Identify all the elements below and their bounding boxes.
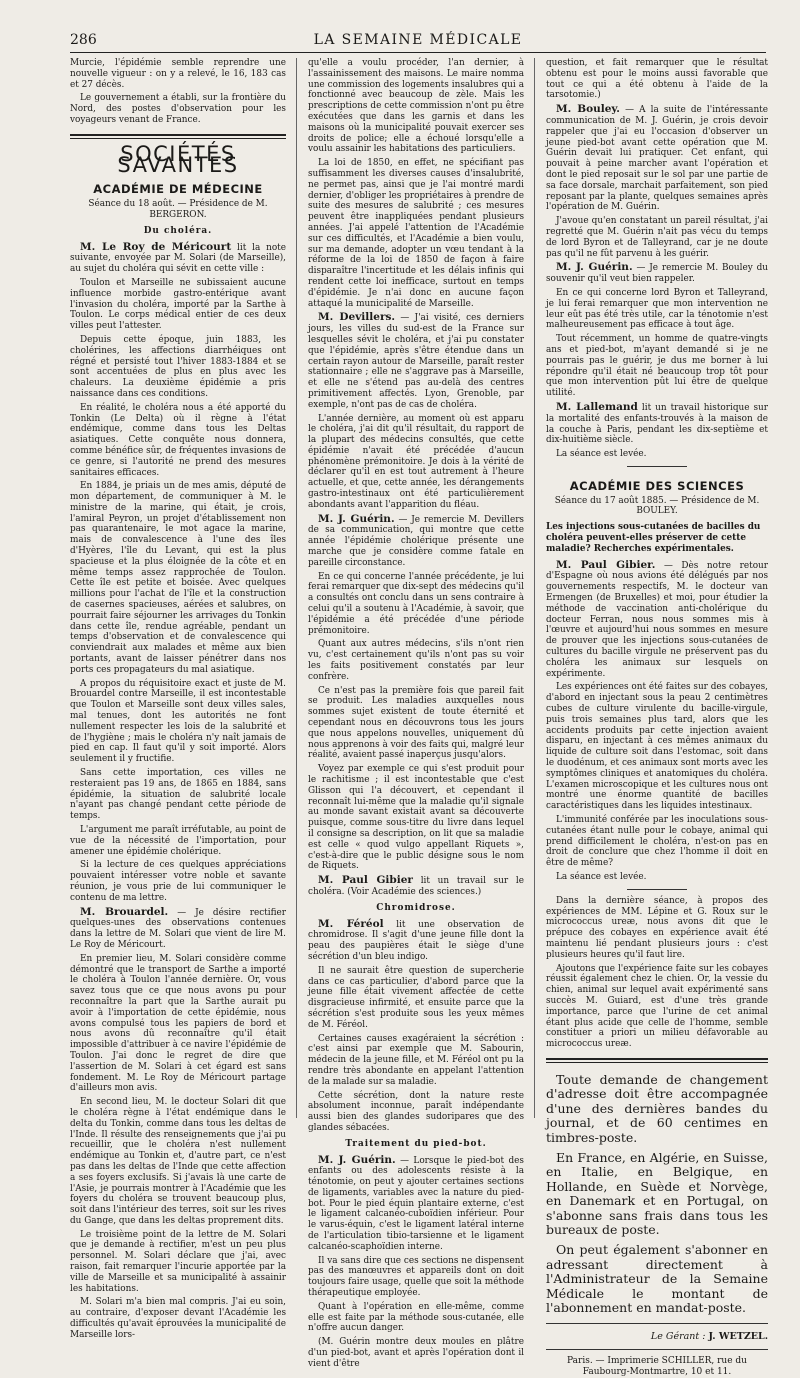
- paragraph: La séance est levée.: [556, 871, 647, 882]
- paragraph: Sans cette importation, ces villes ne resteraient pas 19 ans, de 1865 en 1884, sans épidémie, la situation de salubrité locale n'ayant pas changé pendant cette période de temps.: [70, 768, 286, 822]
- paragraph: question, et fait remarquer que le résultat obtenu est pour le moins aussi favorable que tout ce qui a été obtenu à l'aide de la tarsotomie.): [546, 58, 768, 101]
- paragraph: Ce n'est pas la première fois que pareil fait se produit. Les maladies auxquelles nous sommes sujet existent de toute éternité et cependant nous en découvrons tous les jours que nous appelons nouvelles, uniquement dû nous apprenons à voir des faits qui, malgré leur réalité, avaient passé inaperçus jusqu'alors.: [308, 685, 524, 761]
- paragraph: Quant à l'opération en elle-même, comme elle est faite par la méthode sous-cutanée, elle n'offre aucun danger.: [308, 1301, 524, 1334]
- subscription-notice: [546, 1073, 768, 1316]
- printer-imprint: Paris. — Imprimerie SCHILLER, rue du Faubourg-Montmartre, 10 et 11.: [546, 1349, 768, 1378]
- paragraph: Tout récemment, un homme de quatre-vingts ans et pied-bot, m'ayant demandé si je ne pourrais pas le guérir, je dus me borner à lui répondre qu'il était né beaucoup trop tôt pour que mon intervention pût lui être de quelque utilité.: [546, 334, 768, 399]
- paragraph-text: — A la suite de l'intéressante communication de M. J. Guérin, je crois devoir rappeler que j'ai eu l'occasion d'observer un jeune pied-bot avant cette opération que M. Guérin devait lui pratiquer. Cet enfant, qui pouvait à peine marcher avant l'opération et dont le pied reposait sur le sol par une partie de sa face dorsale, marchait parfaitement, son pied reposant par la plante, quelques semaines après l'opération de M. Guérin.: [546, 105, 769, 213]
- paragraph-text: — Je désire rectifier quelques-unes des observations contenues dans la lettre de M. Solari que vient de lire M. Le Roy de Méricourt.: [70, 907, 286, 950]
- paragraph: En réalité, le choléra nous a été apporté du Tonkin (Le Delta) où il règne à l'état endémique, comme dans tous les Deltas asiatiques. Cette conquête nous donnera, comme bénéfice sûr, de fréquentes invasions de ce genre, si l'autorité ne prend des mesures sanitaires efficaces.: [70, 402, 286, 478]
- speaker-name: M. J. Guérin.: [556, 261, 633, 274]
- paragraph: Quant aux autres médecins, s'ils n'ont rien vu, c'est certainement qu'ils n'ont pas su voir les faits positivement constatés par leur confrère.: [308, 639, 524, 682]
- speaker-name: M. Paul Gibier.: [556, 558, 656, 571]
- session-line: Séance du 17 août 1885. — Présidence de M. BOULEY.: [554, 495, 760, 517]
- section-title: SOCIÉTÉS SAVANTES: [117, 141, 239, 177]
- section-separator: [70, 134, 286, 139]
- paragraph-text: lit un travail historique sur la mortalité des enfants-trouvés à la maison de la couche à Paris, pendant les dix-septième et dix-huitième siècle.: [546, 402, 769, 446]
- paragraph: Les expériences ont été faites sur des cobayes, d'abord en injectant sous la peau 2 centimètres cubes de culture virulente du bacille-virgule, puis trois semaines plus tard, alors que les accidents produits par cette injection avaient disparu, en injectant à ces mêmes animaux du liquide de culture soit dans l'estomac, soit dans le duodénum, et ces animaux sont morts avec les symptômes cliniques et anatomiques du choléra. L'examen microscopique et les cultures nous ont montré une énorme quantité de bacilles caractéristiques dans les liquides intestinaux.: [546, 682, 768, 812]
- short-rule: [627, 466, 687, 467]
- speaker-name: M. Lallemand: [556, 400, 638, 413]
- paragraph-text: — Je remercie M. Bouley du souvenir qu'il veut bien rappeler.: [546, 263, 768, 285]
- speaker-name: M. J. Guérin.: [318, 512, 395, 525]
- paragraph: Le gouvernement a établi, sur la frontière du Nord, des postes d'observation pour les voyageurs venant de France.: [70, 93, 286, 125]
- paragraph-text: lit la note suivante, envoyée par M. Solari (de Marseille), au sujet du choléra qui sévit en cette ville :: [70, 242, 286, 275]
- paragraph: L'immunité conférée par les inoculations sous-cutanées étant nulle pour le cobaye, animal qui prend difficilement le choléra, n'est-on pas en droit de conclure que chez l'homme il doit en être de même?: [546, 815, 768, 869]
- paragraph-text: — Dès notre retour d'Espagne où nous avions été délégués par nos gouvernements respectifs, M. le docteur van Ermengen (de Bruxelles) et moi, pour étudier la méthode de vaccination anti-cholérique du docteur Ferran, nous nous sommes mis à l'œuvre et aujourd'hui nous sommes en mesure de prouver que les injections sous-cutanées de cultures du bacille virgule ne préservent pas du choléra les animaux sur lesquels on expérimente.: [546, 560, 768, 679]
- paragraph: [546, 402, 768, 446]
- gerant-name: J. WETZEL.: [708, 1331, 768, 1343]
- paragraph: (M. Guérin montre deux moules en plâtre d'un pied-bot, avant et après l'opération dont il vient d'être: [308, 1337, 524, 1369]
- page-header: [70, 30, 766, 53]
- speaker-name: M. J. Guérin.: [318, 1153, 396, 1166]
- paragraph: En premier lieu, M. Solari considère comme démontré que le transport de Sarthe a importé le choléra à Toulon l'année dernière. Or, vous savez tous que ce que nous avons pu pour reconnaître la part que la Sarthe aurait pu avoir à l'importation de cette épidémie, nous avons compulsé tous les papiers de bord et nous avons dû reconnaître qu'il était impossible d'attribuer à ce navire l'épidémie de Toulon. J'ai donc le regret de dire que l'assertion de M. Solari à cet égard est sans fondement. M. Le Roy de Méricourt partage d'ailleurs mon avis.: [70, 953, 286, 1094]
- paragraph: Il ne saurait être question de supercherie dans ce cas particulier, d'abord parce que la jeune fille était vivement affectée de cette disgracieuse infirmité, et ensuite parce que la sécrétion s'est produite sous les yeux mêmes de M. Féréol.: [308, 965, 524, 1030]
- column-3: [546, 58, 769, 1378]
- paragraph: Ajoutons que l'expérience faite sur les cobayes réussit également chez le chien. Or, la vessie du chien, animal sur lequel avait expérimenté sans succès M. Guiard, est d'une très grande importance, parce que l'urine de cet animal étant plus acide que celle de l'homme, semble constituer a priori un milieu défavorable au micrococcus ureæ.: [546, 963, 768, 1050]
- paragraph: A propos du réquisitoire exact et juste de M. Brouardel contre Marseille, il est incontestable que Toulon et Marseille sont deux villes sales, mal tenues, dont les autorités ne font nullement respecter les lois de la salubrité et de l'hygiène ; mais le choléra n'y naît jamais de pied en cap. Il faut qu'il y soit importé. Alors seulement il y fructifie.: [70, 678, 286, 765]
- paragraph: En second lieu, M. le docteur Solari dit que le choléra règne à l'état endémique dans le delta du Tonkin, comme dans tous les deltas de l'Inde. Il résulte des renseignements que j'ai pu recueillir, que le choléra n'est nullement endémique au Tonkin et, d'autre part, ce n'est pas dans les deltas de l'Inde que cette affection a ses foyers exclusifs. Si j'avais là une carte de l'Asie, je pourrais montrer à l'Académie que les foyers du choléra se trouvent beaucoup plus, soit dans l'intérieur des terres, soit sur les rives du Gange, que dans les deltas proprement dits.: [70, 1097, 286, 1226]
- paragraph: L'argument me paraît irréfutable, au point de vue de la nécessité de l'importation, pour amener une épidémie cholérique.: [70, 825, 286, 857]
- gerant-label: Le Gérant :: [650, 1331, 706, 1343]
- speaker-name: M. Féréol: [318, 917, 384, 930]
- academy-heading: ACADÉMIE DE MÉDECINE: [93, 182, 263, 197]
- subheading: Les injections sous-cutanées de bacilles du choléra peuvent-elles préserver de cette maladie? Recherches expérimentales.: [546, 522, 761, 554]
- paragraph: Certaines causes exagéraient la sécrétion : c'est ainsi par exemple que M. Sabourin, médecin de la jeune fille, et M. Féréol ont pu la rendre très abondante en appelant l'attention de la malade sur sa maladie.: [308, 1033, 524, 1087]
- paragraph-text: lit un travail sur le choléra. (Voir Académie des sciences.): [308, 876, 524, 897]
- subheading: Du choléra.: [143, 225, 213, 236]
- academy-heading: ACADÉMIE DES SCIENCES: [569, 478, 745, 493]
- paragraph: En ce qui concerne lord Byron et Talleyrand, je lui ferai remarquer que mon intervention ne leur eût pas été très utile, car la ténotomie n'est malheureusement pas efficace à tout âge.: [546, 287, 768, 331]
- paragraph: [70, 907, 286, 951]
- speaker-name: M. Devillers.: [318, 311, 396, 324]
- speaker-name: M. Bouley.: [556, 103, 620, 116]
- subheading: Traitement du pied-bot.: [345, 1138, 487, 1149]
- gerant-line: [546, 1323, 768, 1343]
- paragraph: Le troisième point de la lettre de M. Solari que je demande à rectifier, m'est un peu plus personnel. M. Solari déclare que j'ai, avec raison, fait remarquer l'incurie apportée par la ville de Marseille et sa municipalité à assainir les habitations.: [70, 1229, 286, 1294]
- paragraph: L'année dernière, au moment où est apparu le choléra, j'ai dit qu'il résultait, du rapport de la plupart des médecins consultés, que cette épidémie n'avait été précédée d'aucun phénomène prémonitoire. Je dois à la vérité de déclarer qu'il en est tout autrement à l'heure actuelle, et que, cette année, les dérangements gastro-intestinaux ont été particulièrement abondants avant l'apparition du fléau.: [308, 413, 524, 510]
- column-divider: [296, 58, 297, 1118]
- paragraph: La loi de 1850, en effet, ne spécifiant pas suffisamment les diverses causes d'insalubrité, ne permet pas, ainsi que je l'ai montré mardi dernier, d'obliger les propriétaires à prendre de suite des mesures de salubrité ; ces mesures peuvent être inappliquées pendant plusieurs années. J'ai appelé l'attention de l'Académie sur ces difficultés, et l'Académie a bien voulu, sur ma demande, adopter un vœu tendant à la réforme de la loi de 1850 de façon à faire disparaître l'incertitude et les délais infinis qui rendent cette loi inefficace, surtout en temps d'épidémie. Je n'ai donc en aucune façon attaqué la municipalité de Marseille.: [308, 158, 524, 309]
- paragraph-text: lit une observation de chromidrose. Il s'agit d'une jeune fille dont la peau des paupières était le siège d'une sécrétion d'un bleu indigo.: [308, 919, 524, 962]
- column-divider: [534, 58, 535, 1118]
- paragraph: [308, 312, 524, 410]
- paragraph: J'avoue qu'en constatant un pareil résultat, j'ai regretté que M. Guérin n'ait pas vécu du temps de lord Byron et de Talleyrand, car je ne doute pas qu'il ne fût parvenu à les guérir.: [546, 216, 768, 259]
- notice-paragraph: En France, en Algérie, en Suisse, en Italie, en Belgique, en Hollande, en Suède et Norvège, en Danemark et en Portugal, on s'abonne sans frais dans tous les bureaux de poste.: [546, 1149, 768, 1237]
- paragraph-text: — Lorsque le pied-bot des enfants ou des adolescents résiste à la ténotomie, on peut y ajouter certaines sections de ligaments, variables avec la nature du pied-bot. Pour le pied équin plantaire externe, c'est le ligament calcanéo-cuboïdien inférieur. Pour le varus-équin, c'est le ligament latéral interne de l'articulation tibio-tarsienne et le ligament calcanéo-scaphoïdien interne.: [308, 1155, 524, 1252]
- paragraph: La séance est levée.: [556, 449, 647, 460]
- paragraph: M. Solari m'a bien mal compris. J'ai eu soin, au contraire, d'exposer devant l'Académie les difficultés qu'avait éprouvées la municipalité de Marseille lors-: [70, 1297, 286, 1340]
- paragraph: Murcie, l'épidémie semble reprendre une nouvelle vigueur : on y a relevé, le 16, 183 cas et 27 décès.: [70, 58, 286, 90]
- speaker-name: M. Paul Gibier: [318, 874, 413, 887]
- paragraph: [546, 262, 768, 285]
- page-number: 286: [70, 32, 97, 48]
- paragraph: [308, 514, 524, 569]
- subheading: Chromidrose.: [376, 902, 456, 913]
- paragraph: [546, 560, 768, 680]
- paragraph-text: — Je remercie M. Devillers de sa communication, qui montre que cette année l'épidémie cholérique présente une marche que je considère comme fatale en pareille circonstance.: [308, 514, 524, 568]
- paragraph: qu'elle a voulu procéder, l'an dernier, à l'assainissement des maisons. Le maire nomma une commission des logements insalubres qui a fonctionné avec beaucoup de zèle. Mais les prescriptions de cette commission n'ont pu être exécutées que dans les garnis et dans les maisons où la municipalité pouvait exercer ses droits de police; elle a échoué lorsqu'elle a voulu assainir les habitations des particuliers.: [308, 58, 524, 155]
- section-separator: [546, 1058, 768, 1063]
- paragraph: Cette sécrétion, dont la nature reste absolument inconnue, paraît indépendante aussi bien des glandes sudoripares que des glandes sébacées.: [308, 1090, 524, 1133]
- paragraph: Depuis cette époque, juin 1883, les cholérines, les affections diarrhéiques ont régné et persisté tout l'hiver 1883-1884 et se sont accentuées de plus en plus avec les chaleurs. La deuxième épidémie a pris naissance dans ces conditions.: [70, 334, 286, 399]
- session-line: Séance du 18 août. — Présidence de M. BERGERON.: [88, 199, 268, 220]
- paragraph: Il va sans dire que ces sections ne dispensent pas des manœuvres et appareils dont on doit toujours faire usage, quelle que soit la méthode thérapeutique employée.: [308, 1255, 524, 1299]
- paragraph-text: — J'ai visité, ces derniers jours, les villes du sud-est de la France sur lesquelles sévit le choléra, et j'ai pu constater que l'épidémie, après s'être étendue dans un certain rayon autour de Marseille, paraît rester stationnaire ; elle ne s'aggrave pas à Marseille, et elle ne s'étend pas au-delà des centres primitivement affectés. Lyon, Grenoble, par exemple, n'ont pas de cas de choléra.: [308, 313, 524, 410]
- paragraph: [308, 875, 524, 898]
- paragraph: En ce qui concerne l'année précédente, je lui ferai remarquer que dix-sept des médecins qu'il a consultés ont conclu dans un sens contraire à celui qu'il a soutenu à l'Académie, à savoir, que l'épidémie a été précédée d'une période prémonitoire.: [308, 571, 524, 636]
- paragraph: [308, 919, 524, 963]
- speaker-name: M. Le Roy de Méricourt: [80, 240, 232, 253]
- paragraph: Si la lecture de ces quelques appréciations pouvaient intéresser votre noble et savante réunion, je vous prie de lui communiquer le contenu de ma lettre.: [70, 860, 286, 903]
- paragraph: Voyez par exemple ce qui s'est produit pour le rachitisme ; il est incontestable que c'est Glisson qui l'a découvert, et cependant il reconnaît lui-même que la maladie qu'il signale au monde savant existait avant sa découverte puisque, comme sous-titre du livre dans lequel il consigne sa description, on lit que sa maladie est celle « quod vulgo appellant Riquets », c'est-à-dire que le public désigne sous le nom de Riquets.: [308, 764, 524, 872]
- short-rule: [627, 889, 687, 890]
- notice-paragraph: Toute demande de changement d'adresse doit être accompagnée d'une des dernières bandes du journal, et de 60 centimes en timbres-poste.: [546, 1071, 768, 1145]
- paragraph: [546, 104, 768, 213]
- paragraph: [308, 1155, 524, 1253]
- notice-paragraph: On peut également s'abonner en adressant directement à l'Administrateur de la Semaine Médicale le montant de l'abonnement en mandat-poste.: [546, 1242, 768, 1316]
- paragraph: Dans la dernière séance, à propos des expériences de MM. Lépine et G. Roux sur le micrococcus ureæ, nous avons dit que le prépuce des cobayes en expérience avait été maintenu lié pendant plusieurs jours : c'est plusieurs heures qu'il faut lire.: [546, 895, 768, 960]
- journal-title: LA SEMAINE MÉDICALE: [313, 32, 523, 48]
- column-1: [70, 58, 286, 1340]
- paragraph: En 1884, je priais un de mes amis, député de mon département, de communiquer à M. le ministre de la marine, qui était, je crois, l'amiral Peyron, un projet d'établissement non pas quarantenaire, le mot agace la marine, mais de convalescence à l'une des îles d'Hyères, l'île du Levant, qui est la plus spacieuse et la plus éloignée de la côte et en même temps assez rapprochée de Toulon. Cette île est petite et boisée. Avec quelques millions pour l'achat de l'île et la construction de casernes spacieuses, aérées et salubres, on pourrait faire séjourner les arrivages du Tonkin dans cette île, rendue agréable, pendant un temps d'observation et de convalescence qui conviendrait aux malades et même aux bien portants, avant de laisser pénétrer dans nos ports ces propagateurs du mal asiatique.: [70, 481, 286, 675]
- speaker-name: M. Brouardel.: [80, 905, 169, 918]
- paragraph: [70, 242, 286, 275]
- column-2: [308, 58, 524, 1369]
- paragraph: Toulon et Marseille ne subissaient aucune influence morbide gastro-entérique avant l'invasion du choléra, importé par la Sarthe à Toulon. Le corps médical entier de ces deux villes peut l'attester.: [70, 277, 286, 332]
